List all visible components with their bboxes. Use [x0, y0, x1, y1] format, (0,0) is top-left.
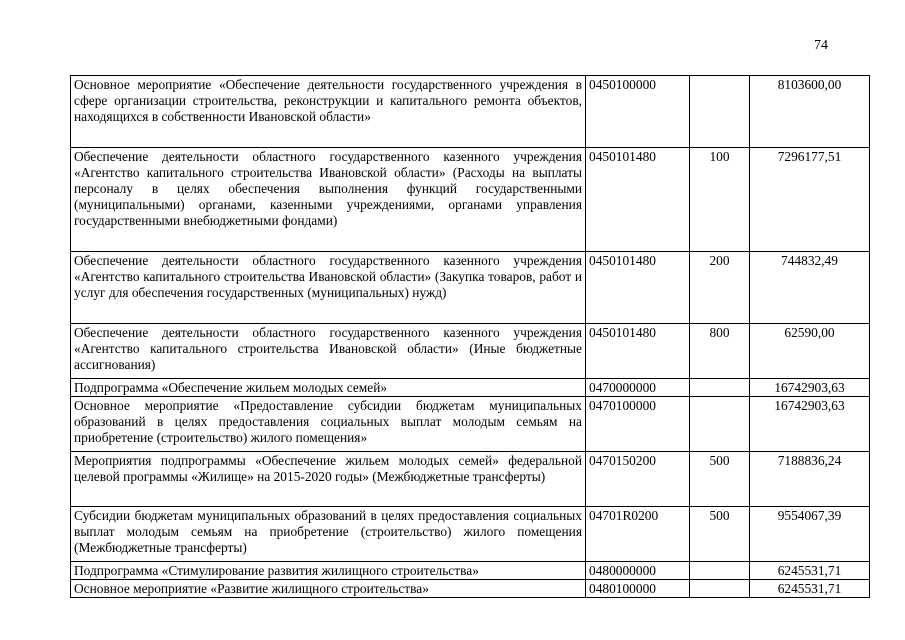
table-row [71, 507, 870, 562]
row-description: Обеспечение деятельности областного государственного казенного учреждения «Агентство капитального строительства Ивановской области» (Иные бюджетные ассигнования) [71, 324, 586, 379]
table-row [71, 562, 870, 580]
expense-type-code [690, 562, 750, 580]
row-description: Обеспечение деятельности областного государственного казенного учреждения «Агентство капитального строительства Ивановской области» (Закупка товаров, работ и услуг для обеспечения государственных (муниципальных) нужд) [71, 252, 586, 324]
table-row [71, 397, 870, 452]
expense-type-code [690, 397, 750, 452]
target-article-code: 04701R0200 [586, 507, 690, 562]
row-description: Мероприятия подпрограммы «Обеспечение жильем молодых семей» федеральной целевой программы «Жилище» на 2015-2020 годы» (Межбюджетные трансферты) [71, 452, 586, 507]
amount-value: 6245531,71 [750, 580, 870, 598]
expense-type-code [690, 379, 750, 397]
table-row [71, 452, 870, 507]
target-article-code: 0450101480 [586, 148, 690, 252]
row-description: Подпрограмма «Обеспечение жильем молодых семей» [71, 379, 586, 397]
expense-type-code: 500 [690, 507, 750, 562]
amount-value: 7188836,24 [750, 452, 870, 507]
expense-type-code: 200 [690, 252, 750, 324]
amount-value: 7296177,51 [750, 148, 870, 252]
target-article-code: 0450101480 [586, 252, 690, 324]
row-description: Основное мероприятие «Предоставление субсидии бюджетам муниципальных образований в целях предоставления социальных выплат молодым семьям на приобретение (строительство) жилого помещения» [71, 397, 586, 452]
amount-value: 8103600,00 [750, 76, 870, 148]
expense-type-code: 500 [690, 452, 750, 507]
table-row [71, 76, 870, 148]
table-row [71, 580, 870, 598]
amount-value: 744832,49 [750, 252, 870, 324]
target-article-code: 0480100000 [586, 580, 690, 598]
target-article-code: 0470000000 [586, 379, 690, 397]
row-description: Субсидии бюджетам муниципальных образований в целях предоставления социальных выплат молодым семьям на приобретение (строительство) жилого помещения (Межбюджетные трансферты) [71, 507, 586, 562]
expense-type-code [690, 76, 750, 148]
target-article-code: 0470100000 [586, 397, 690, 452]
expense-type-code: 100 [690, 148, 750, 252]
row-description: Основное мероприятие «Обеспечение деятельности государственного учреждения в сфере организации строительства, реконструкции и капитального ремонта объектов, находящихся в собственности Ивановской области» [71, 76, 586, 148]
table-row [71, 252, 870, 324]
amount-value: 6245531,71 [750, 562, 870, 580]
row-description: Подпрограмма «Стимулирование развития жилищного строительства» [71, 562, 586, 580]
table-row [71, 379, 870, 397]
amount-value: 16742903,63 [750, 397, 870, 452]
table-row [71, 148, 870, 252]
amount-value: 9554067,39 [750, 507, 870, 562]
page-number: 74 [814, 38, 828, 53]
target-article-code: 0450100000 [586, 76, 690, 148]
target-article-code: 0450101480 [586, 324, 690, 379]
amount-value: 16742903,63 [750, 379, 870, 397]
budget-table [70, 75, 870, 598]
row-description: Основное мероприятие «Развитие жилищного строительства» [71, 580, 586, 598]
table-row [71, 324, 870, 379]
target-article-code: 0470150200 [586, 452, 690, 507]
amount-value: 62590,00 [750, 324, 870, 379]
row-description: Обеспечение деятельности областного государственного казенного учреждения «Агентство капитального строительства Ивановской области» (Расходы на выплаты персоналу в целях обеспечения выполнения функций государственными (муниципальными) органами, казенными учреждениями, органами управления государственными внебюджетными фондами) [71, 148, 586, 252]
expense-type-code [690, 580, 750, 598]
target-article-code: 0480000000 [586, 562, 690, 580]
expense-type-code: 800 [690, 324, 750, 379]
